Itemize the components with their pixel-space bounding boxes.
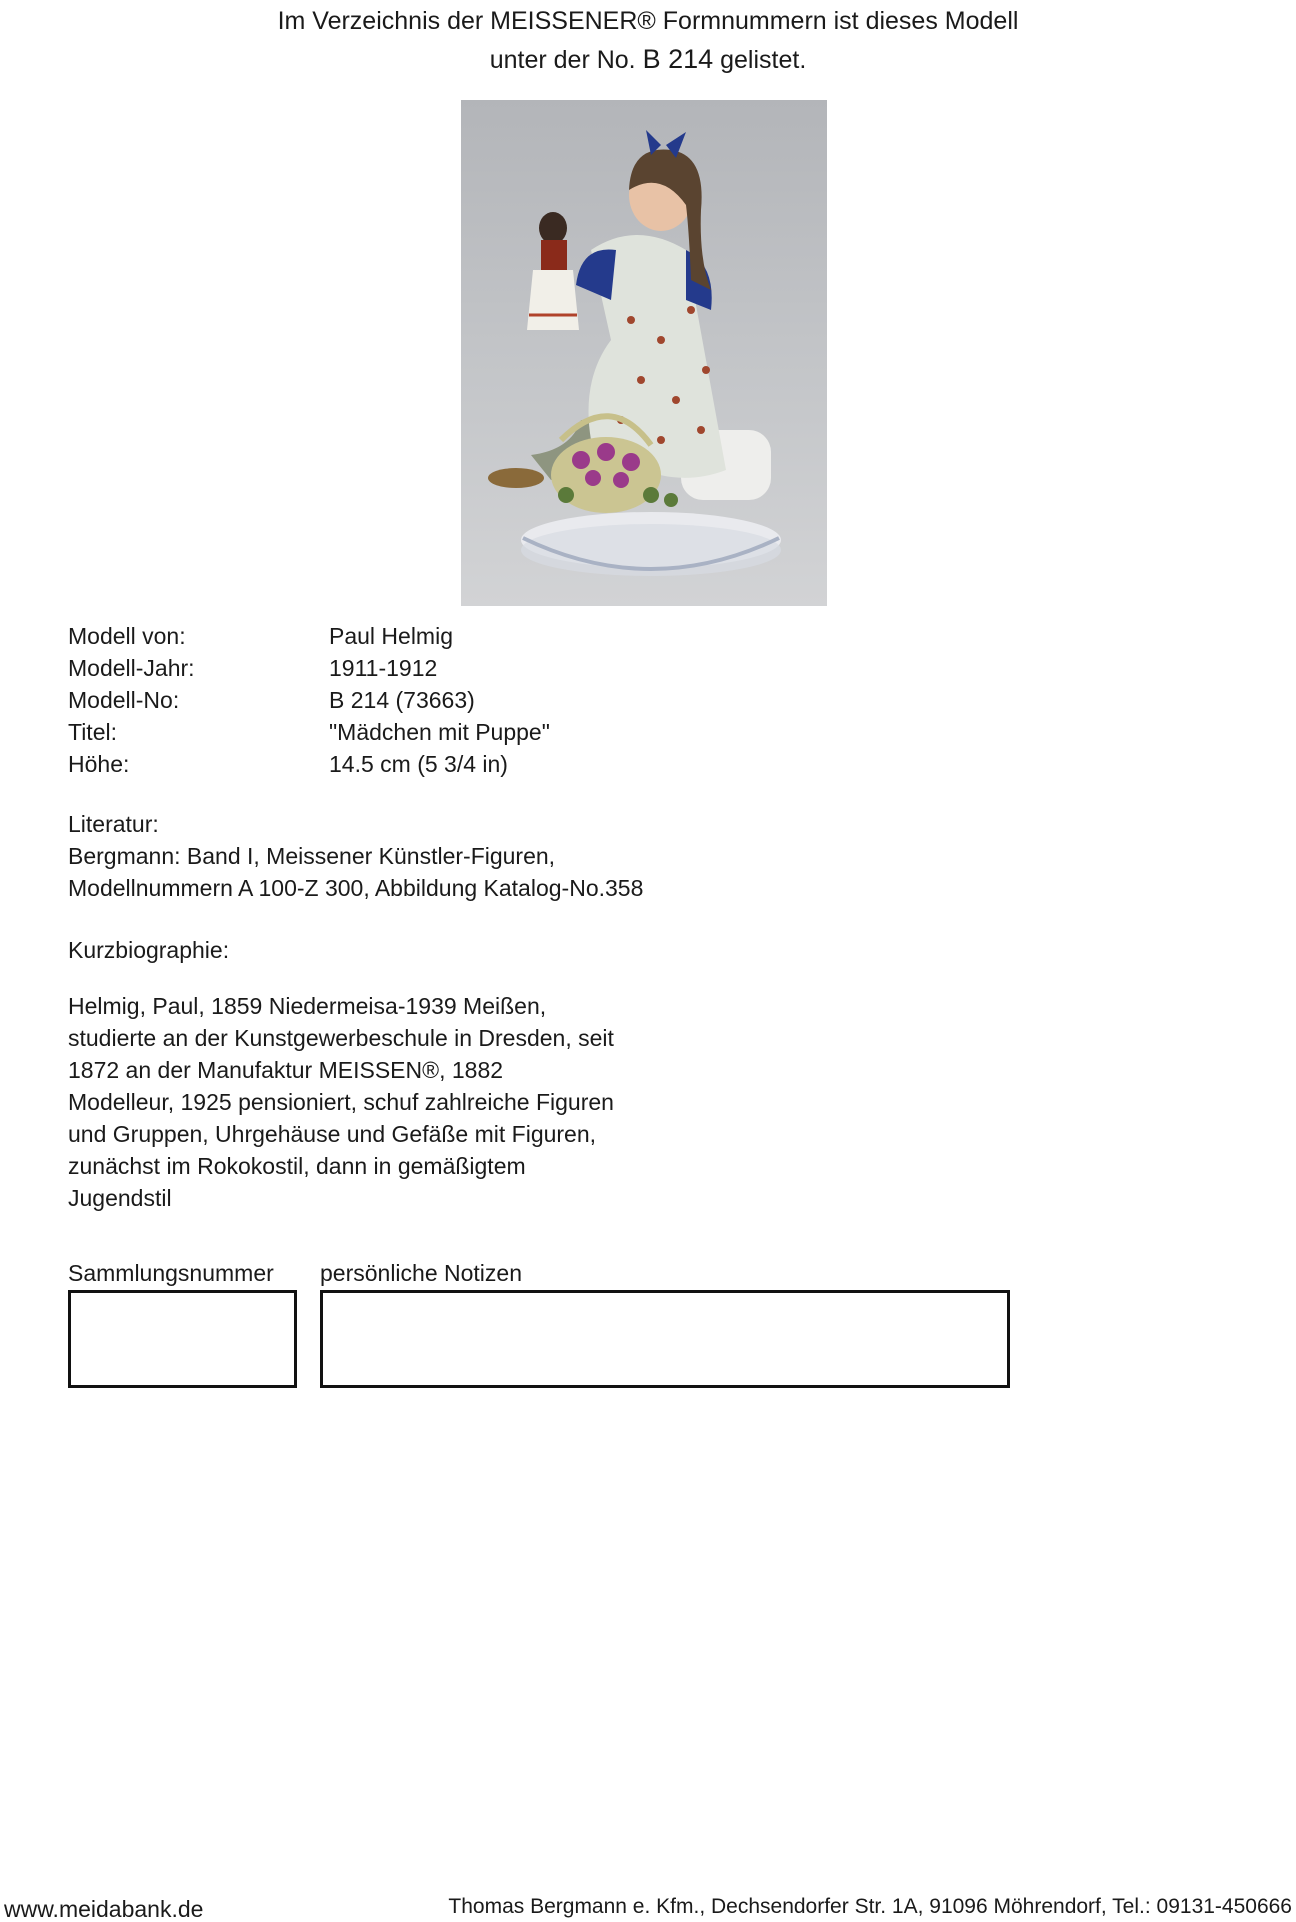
header-line-1: Im Verzeichnis der MEISSENER® Formnummern ist dieses Modell: [277, 7, 1019, 35]
literature-line: Modellnummern A 100-Z 300, Abbildung Katalog-No.358: [68, 875, 644, 901]
page-header: [0, 2, 1296, 79]
detail-value: "Mädchen mit Puppe": [329, 719, 550, 745]
biography-line: Helmig, Paul, 1859 Niedermeisa-1939 Meißen,: [68, 993, 547, 1019]
detail-value: 14.5 cm (5 3/4 in): [329, 751, 508, 777]
literature-title: Literatur:: [68, 811, 159, 837]
figurine-photo: [461, 100, 827, 606]
field-labels: [68, 1258, 274, 1288]
detail-label: Titel:: [68, 719, 117, 745]
detail-label: Modell von:: [68, 623, 186, 649]
detail-label: Modell-Jahr:: [68, 655, 195, 681]
detail-row-number: [68, 684, 550, 716]
literature-line: Bergmann: Band I, Meissener Künstler-Figuren,: [68, 843, 556, 869]
notes-label: persönliche Notizen: [320, 1260, 523, 1286]
detail-row-year: [68, 652, 550, 684]
header-suffix: gelistet.: [720, 46, 807, 74]
biography-line: 1872 an der Manufaktur MEISSEN®, 1882: [68, 1057, 504, 1083]
detail-row-title: [68, 716, 550, 748]
collection-number-field[interactable]: [68, 1290, 297, 1388]
literature-section: [68, 808, 643, 904]
footer-website: www.meidabank.de: [4, 1896, 204, 1922]
notes-label-wrap: [320, 1258, 522, 1288]
model-number: B 214: [642, 44, 714, 74]
detail-label: Modell-No:: [68, 687, 180, 713]
detail-value: 1911-1912: [329, 655, 438, 681]
figurine-illustration: [461, 100, 827, 606]
biography-line: und Gruppen, Uhrgehäuse und Gefäße mit Figuren,: [68, 1121, 597, 1147]
model-details: [68, 620, 550, 780]
biography-text: [68, 990, 614, 1214]
detail-row-height: [68, 748, 550, 780]
collection-number-label: Sammlungsnummer: [68, 1260, 274, 1286]
header-prefix: unter der No.: [489, 46, 636, 74]
detail-label: Höhe:: [68, 751, 130, 777]
header-line-2: [0, 40, 1296, 79]
detail-value: Paul Helmig: [329, 623, 453, 649]
detail-row-modeller: [68, 620, 550, 652]
biography-line: Modelleur, 1925 pensioniert, schuf zahlreiche Figuren: [68, 1089, 614, 1115]
biography-line: Jugendstil: [68, 1185, 172, 1211]
notes-field[interactable]: [320, 1290, 1010, 1388]
biography-line: zunächst im Rokokostil, dann in gemäßigtem: [68, 1153, 526, 1179]
detail-value: B 214 (73663): [329, 687, 475, 713]
biography-line: studierte an der Kunstgewerbeschule in Dresden, seit: [68, 1025, 614, 1051]
biography-title: Kurzbiographie:: [68, 937, 230, 963]
footer-contact: Thomas Bergmann e. Kfm., Dechsendorfer Str. 1A, 91096 Möhrendorf, Tel.: 09131-450666: [448, 1895, 1292, 1918]
